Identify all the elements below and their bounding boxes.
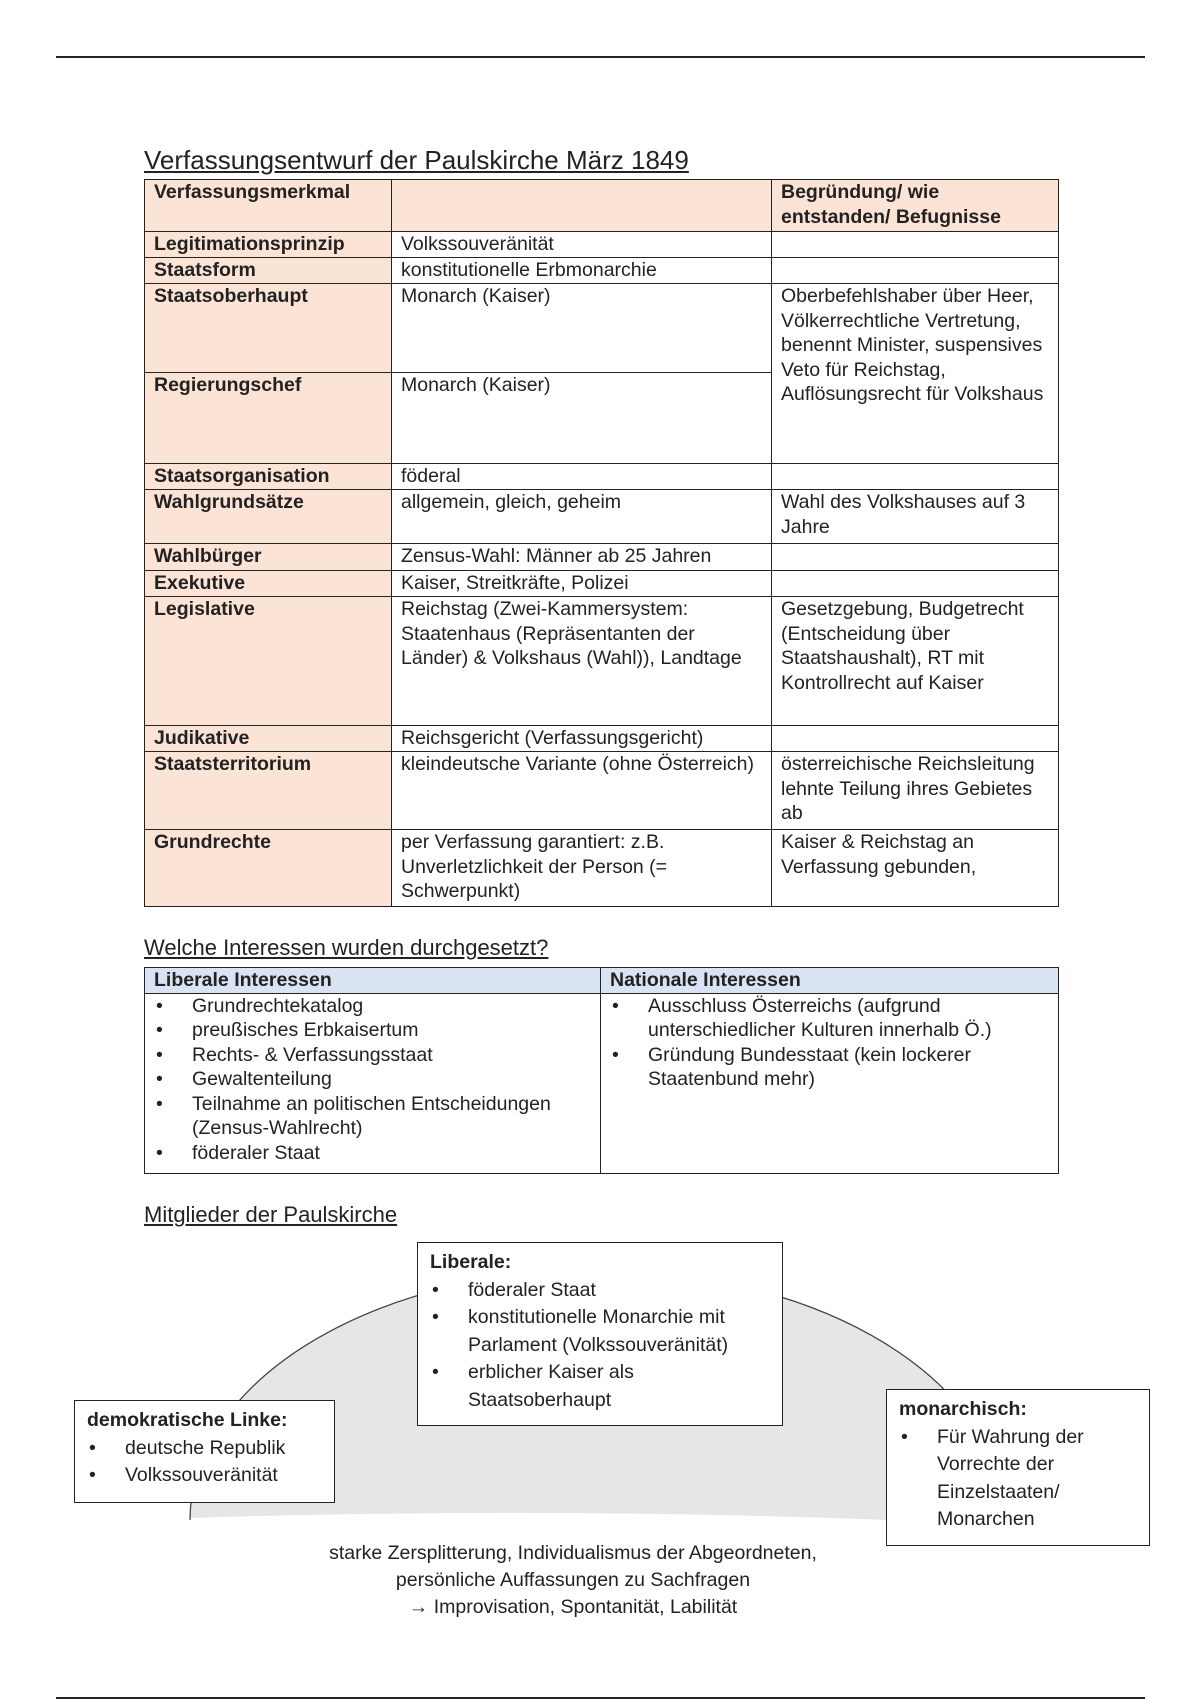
summary: [173, 1540, 973, 1621]
row-key: Staatsoberhaupt: [145, 284, 392, 373]
row-note: österreichische Reichsleitung lehnte Teilung ihres Gebietes ab: [772, 752, 1059, 830]
bottom-rule: [56, 1697, 1145, 1699]
row-key: Staatsform: [145, 258, 392, 284]
list-item: • föderaler Staat: [154, 1141, 591, 1166]
monarchisch-box: [886, 1389, 1150, 1546]
monarchisch-list: [899, 1424, 1137, 1534]
row-value: Monarch (Kaiser): [392, 284, 772, 373]
members-heading: Mitglieder der Paulskirche: [144, 1202, 398, 1227]
liberale-list: [430, 1277, 770, 1415]
list-item: • konstitutionelle Monarchie mit Parlament (Volkssouveränität): [430, 1304, 770, 1359]
row-key: Judikative: [145, 726, 392, 752]
monarchisch-title: monarchisch:: [899, 1398, 1027, 1420]
links-list: [87, 1435, 322, 1490]
row-note: Kaiser & Reichstag an Verfassung gebunden,: [772, 830, 1059, 907]
page-title: Verfassungsentwurf der Paulskirche März 1849: [144, 145, 689, 175]
header-cell: Verfassungsmerkmal: [145, 180, 392, 232]
row-value: per Verfassung garantiert: z.B. Unverletzlichkeit der Person (= Schwerpunkt): [392, 830, 772, 907]
header-cell: Begründung/ wie entstanden/ Befugnisse: [772, 180, 1059, 232]
summary-line: → Improvisation, Spontanität, Labilität: [408, 1596, 738, 1618]
row-note: Oberbefehlshaber über Heer, Völkerrechtliche Vertretung, benennt Minister, suspensives Veto für Reichstag, Auflösungsrecht für Volkshaus: [772, 284, 1059, 464]
list-item: • Für Wahrung der Vorrechte der Einzelstaaten/ Monarchen: [899, 1424, 1137, 1534]
row-note: Gesetzgebung, Budgetrecht (Entscheidung über Staatshaushalt), RT mit Kontrollrecht auf Kaiser: [772, 597, 1059, 726]
row-value: allgemein, gleich, geheim: [392, 490, 772, 544]
row-note: Wahl des Volkshauses auf 3 Jahre: [772, 490, 1059, 544]
list-item: • Grundrechtekatalog: [154, 994, 591, 1019]
list-item: • föderaler Staat: [430, 1277, 770, 1305]
row-key: Wahlgrundsätze: [145, 490, 392, 544]
list-item: • erblicher Kaiser als Staatsoberhaupt: [430, 1359, 770, 1414]
row-value: konstitutionelle Erbmonarchie: [392, 258, 772, 284]
row-value: Volkssouveränität: [392, 232, 772, 258]
summary-line: persönliche Auffassungen zu Sachfragen: [395, 1569, 751, 1591]
row-key: Staatsterritorium: [145, 752, 392, 830]
summary-line: starke Zersplitterung, Individualismus der Abgeordneten,: [329, 1542, 817, 1564]
row-value: föderal: [392, 464, 772, 490]
row-value: Reichstag (Zwei-Kammersystem: Staatenhaus (Repräsentanten der Länder) & Volkshaus (Wahl)), Landtage: [392, 597, 772, 726]
row-value: Kaiser, Streitkräfte, Polizei: [392, 571, 772, 597]
list-item: • Volkssouveränität: [87, 1462, 322, 1490]
links-box: [74, 1400, 335, 1503]
list-item: • Gründung Bundesstaat (kein lockerer Staatenbund mehr): [610, 1043, 1049, 1092]
row-key: Legislative: [145, 597, 392, 726]
row-key: Exekutive: [145, 571, 392, 597]
liberal-header: Liberale Interessen: [145, 968, 601, 994]
row-key: Grundrechte: [145, 830, 392, 907]
row-value: Reichsgericht (Verfassungsgericht): [392, 726, 772, 752]
national-header: Nationale Interessen: [601, 968, 1059, 994]
links-title: demokratische Linke:: [87, 1409, 288, 1431]
list-item: • Teilnahme an politischen Entscheidungen (Zensus-Wahlrecht): [154, 1092, 591, 1141]
list-item: • Ausschluss Österreichs (aufgrund unterschiedlicher Kulturen innerhalb Ö.): [610, 994, 1049, 1043]
liberale-title: Liberale:: [430, 1251, 512, 1273]
row-value: Monarch (Kaiser): [392, 373, 772, 464]
interests-heading: Welche Interessen wurden durchgesetzt?: [144, 935, 549, 960]
row-value: Zensus-Wahl: Männer ab 25 Jahren: [392, 544, 772, 571]
row-key: Staatsorganisation: [145, 464, 392, 490]
list-item: • preußisches Erbkaisertum: [154, 1018, 591, 1043]
row-key: Regierungschef: [145, 373, 392, 464]
list-item: • Gewaltenteilung: [154, 1067, 591, 1092]
list-item: • deutsche Republik: [87, 1435, 322, 1463]
row-key: Legitimationsprinzip: [145, 232, 392, 258]
row-key: Wahlbürger: [145, 544, 392, 571]
liberale-box: [417, 1242, 783, 1426]
row-value: kleindeutsche Variante (ohne Österreich): [392, 752, 772, 830]
list-item: • Rechts- & Verfassungsstaat: [154, 1043, 591, 1068]
